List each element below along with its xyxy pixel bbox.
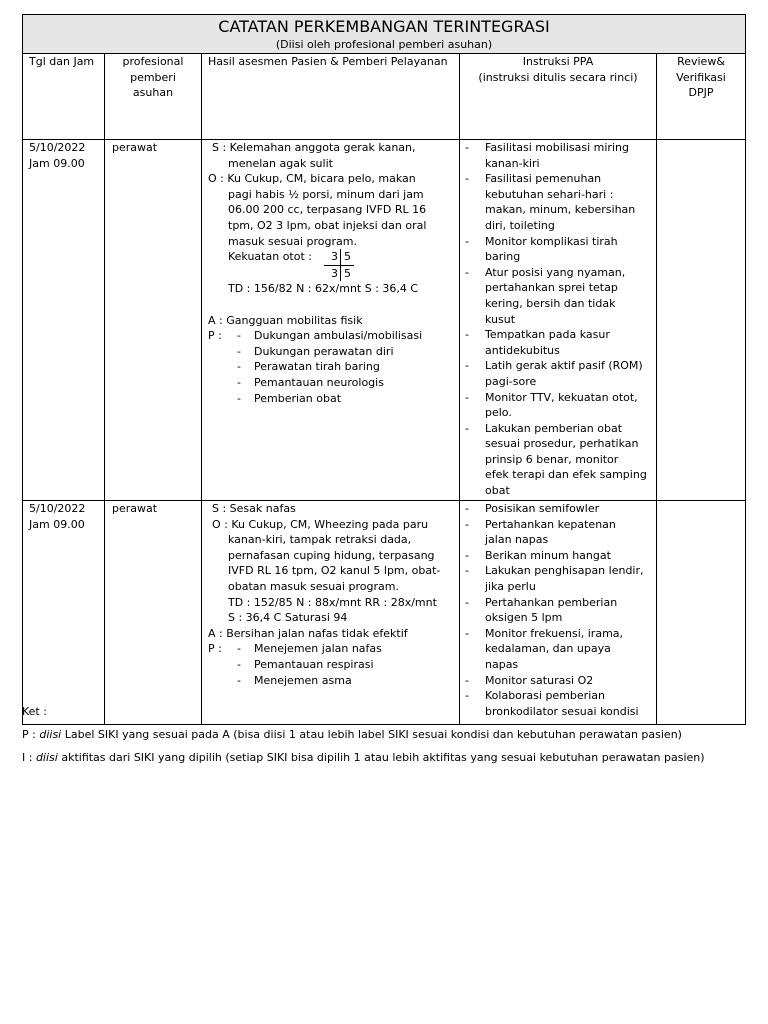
plan-line: - Dukungan perawatan diri — [237, 344, 394, 358]
strength-bottom-left: 3 — [324, 266, 341, 282]
muscle-strength — [208, 249, 459, 266]
instruction-item: - Posisikan semifowler — [465, 502, 600, 515]
instruction-item: - Monitor TTV, kekuatan otot, pelo. — [465, 390, 638, 420]
ppa-role: perawat — [112, 141, 158, 154]
note-i-italic: diisi — [35, 751, 58, 764]
assessment-line: A : Gangguan mobilitas fisik — [208, 313, 363, 327]
instruction-item: - Pertahankan pemberian oksigen 5 lpm — [465, 595, 618, 625]
instruction-item: - Tempatkan pada kasur antidekubitus — [465, 328, 610, 357]
header-instructions-line: (instruksi ditulis secara rinci) — [478, 70, 638, 84]
ppa-cell — [105, 140, 202, 500]
objective-line: O : Ku Cukup, CM, Wheezing pada paru — [212, 517, 429, 531]
table-header-row — [23, 54, 745, 140]
instruction-item: - Lakukan pemberian obat sesuai prosedur, perhatikan prinsip 6 benar, monitor efek terapi dan efek samping obat — [465, 421, 647, 498]
note-p — [22, 728, 682, 742]
entry-time: Jam 09.00 — [29, 156, 85, 170]
table-title-block — [23, 15, 745, 54]
muscle-strength-label: Kekuatan otot : — [228, 250, 312, 264]
notes-label: Ket : — [22, 705, 47, 718]
note-p-prefix: P : — [22, 728, 40, 741]
date-time-cell — [23, 501, 105, 724]
header-assessment-label: Hasil asesmen Pasien & Pemberi Pelayanan — [208, 55, 448, 68]
objective-line: 06.00 200 cc, terpasang IVFD RL 16 — [228, 203, 427, 217]
plan-line: - Pemantauan respirasi — [237, 657, 374, 671]
muscle-strength-grid — [324, 249, 364, 266]
instructions-cell — [460, 501, 657, 724]
page-subtitle: (Diisi oleh profesional pemberi asuhan) — [275, 38, 493, 51]
review-cell[interactable] — [657, 501, 745, 724]
date-time-cell — [23, 140, 105, 500]
strength-top-right: 5 — [344, 250, 351, 264]
ppa-cell — [105, 501, 202, 724]
table-row — [23, 501, 745, 724]
plan-line: - Pemberian obat — [237, 391, 342, 405]
page-title: CATATAN PERKEMBANGAN TERINTEGRASI — [218, 17, 550, 36]
plan-line: P : - Dukungan ambulasi/mobilisasi — [208, 329, 423, 343]
header-ppa-line: profesional — [122, 55, 184, 68]
subjective-line: S : Sesak nafas — [212, 502, 296, 515]
plan-item: Pemantauan respirasi — [254, 657, 374, 671]
review-cell[interactable] — [657, 140, 745, 500]
strength-top-left: 3 — [324, 249, 341, 265]
note-p-italic: diisi — [39, 728, 62, 741]
header-ppa-line: pemberi — [130, 70, 176, 84]
objective-line: pernafasan cuping hidung, terpasang — [228, 548, 435, 562]
plan-item: Perawatan tirah baring — [254, 360, 380, 374]
vital-signs: TD : 156/82 N : 62x/mnt S : 36,4 C — [228, 282, 419, 296]
note-i-text: aktifitas dari SIKI yang dipilih (setiap SIKI bisa dipilih 1 atau lebih aktifitas yang sesuai kebutuhan perawatan pasien) — [57, 751, 705, 764]
instruction-item: - Kolaborasi pemberian bronkodilator sesuai kondisi — [465, 689, 639, 718]
header-instructions — [460, 54, 657, 139]
assessment-cell — [202, 140, 460, 500]
entry-time: Jam 09.00 — [29, 517, 85, 531]
table-row — [23, 140, 745, 501]
header-date-time — [23, 54, 105, 139]
note-p-text: Label SIKI yang sesuai pada A (bisa diisi 1 atau lebih label SIKI sesuai kondisi dan kebutuhan perawatan pasien) — [61, 728, 682, 741]
progress-notes-table — [22, 14, 746, 725]
entry-date: 5/10/2022 — [29, 502, 86, 515]
objective-line: kanan-kiri, tampak retraksi dada, — [228, 533, 412, 547]
plan-label: P : — [208, 329, 222, 343]
plan-item: Dukungan perawatan diri — [254, 344, 394, 358]
header-review-line: DPJP — [688, 86, 714, 100]
subjective-line: S : Kelemahan anggota gerak kanan, — [212, 141, 416, 154]
plan-line: - Menejemen asma — [237, 673, 352, 687]
objective-line: obatan masuk sesuai program. — [228, 579, 399, 593]
header-instructions-line: Instruksi PPA — [522, 55, 594, 68]
header-ppa-line: asuhan — [132, 86, 174, 100]
objective-line: pagi habis ½ porsi, minum dari jam — [228, 187, 424, 201]
header-assessment — [202, 54, 460, 139]
instruction-item: - Monitor komplikasi tirah baring — [465, 234, 618, 264]
plan-line: - Pemantauan neurologis — [237, 375, 384, 389]
instruction-item: - Atur posisi yang nyaman, pertahankan sprei tetap kering, bersih dan tidak kusut — [465, 265, 626, 326]
plan-label: P : — [208, 642, 222, 656]
muscle-strength-bottom — [208, 266, 459, 282]
instruction-item: - Fasilitasi pemenuhan kebutuhan sehari-hari : makan, minum, kebersihan diri, toileting — [465, 172, 636, 232]
objective-line: IVFD RL 16 tpm, O2 kanul 5 lpm, obat- — [228, 564, 441, 578]
objective-line: masuk sesuai program. — [228, 234, 357, 248]
header-review — [657, 54, 745, 139]
instruction-item: - Berikan minum hangat — [465, 548, 611, 562]
plan-item: Menejemen jalan nafas — [254, 642, 382, 656]
entry-date: 5/10/2022 — [29, 141, 86, 154]
objective-line: tpm, O2 3 lpm, obat injeksi dan oral — [228, 218, 427, 232]
header-date-time-label: Tgl dan Jam — [29, 55, 95, 68]
subjective-line: menelan agak sulit — [228, 156, 333, 170]
vital-signs: TD : 152/85 N : 88x/mnt RR : 28x/mnt — [228, 595, 437, 609]
strength-bottom-right: 5 — [344, 266, 351, 280]
instruction-item: - Fasilitasi mobilisasi miring kanan-kiri — [465, 141, 629, 170]
assessment-line: A : Bersihan jalan nafas tidak efektif — [208, 626, 408, 640]
vital-signs: S : 36,4 C Saturasi 94 — [228, 611, 348, 625]
instructions-cell — [460, 140, 657, 500]
plan-item: Pemantauan neurologis — [254, 375, 384, 389]
plan-item: Menejemen asma — [254, 673, 352, 687]
instruction-item: - Pertahankan kepatenan jalan napas — [465, 517, 616, 547]
instruction-item: - Latih gerak aktif pasif (ROM) pagi-sore — [465, 359, 643, 388]
header-review-line: Review& — [677, 55, 725, 68]
instruction-item: - Lakukan penghisapan lendir, jika perlu — [465, 564, 644, 593]
note-i — [22, 751, 705, 765]
instruction-item: - Monitor frekuensi, irama, kedalaman, dan upaya napas — [465, 626, 624, 671]
header-ppa — [105, 54, 202, 139]
plan-line: P : - Menejemen jalan nafas — [208, 642, 382, 656]
plan-line: - Perawatan tirah baring — [237, 360, 380, 374]
header-review-line: Verifikasi — [676, 70, 726, 84]
note-i-prefix: I : — [22, 751, 36, 764]
instruction-item: - Monitor saturasi O2 — [465, 673, 594, 687]
plan-item: Pemberian obat — [254, 391, 342, 405]
ppa-role: perawat — [112, 502, 158, 515]
assessment-cell — [202, 501, 460, 724]
objective-line: O : Ku Cukup, CM, bicara pelo, makan — [208, 172, 416, 186]
plan-item: Dukungan ambulasi/mobilisasi — [254, 329, 423, 343]
